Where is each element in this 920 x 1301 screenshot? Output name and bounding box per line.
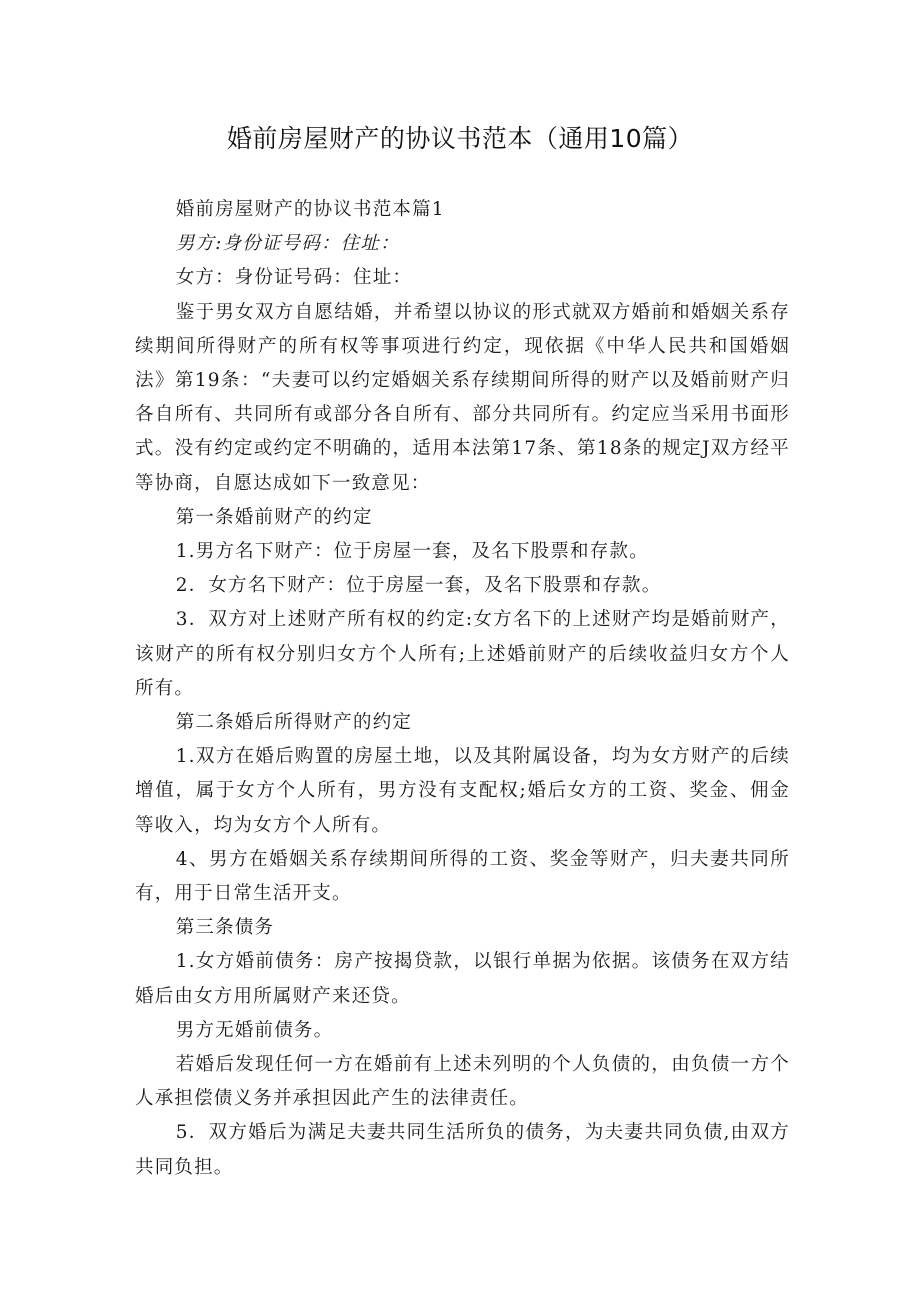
- article-heading: 第一条婚前财产的约定: [175, 506, 373, 528]
- clause-paragraph: 3．双方对上述财产所有权的约定:女方名下的上述财产均是婚前财产，该财产的所有权分别归女方个人所有;上述婚前财产的后续收益归女方个人所有。: [135, 609, 790, 699]
- preamble-paragraph: 鉴于男女双方自愿结婚，并希望以协议的形式就双方婚前和婚姻关系存续期间所得财产的所有权等事项进行约定，现依据《中华人民共和国婚姻法》第19条：“夫妻可以约定婚姻关系存续期间所得的财产以及婚前财产归各自所有、共同所有或部分各自所有、部分共同所有。约定应当采用书面形式。没有约定或约定不明确的，适用本法第17条、第18条的规定J双方经平等协商，自愿达成如下一致意见：: [135, 301, 790, 494]
- page-title: 婚前房屋财产的协议书范本（通用10篇）: [226, 124, 694, 153]
- clause-paragraph: 1.双方在婚后购置的房屋土地，以及其附属设备，均为女方财产的后续增值，属于女方个人所有，男方没有支配权;婚后女方的工资、奖金、佣金等收入，均为女方个人所有。: [135, 746, 790, 836]
- clause-paragraph: 1.男方名下财产：位于房屋一套，及名下股票和存款。: [175, 541, 649, 563]
- section-heading: 婚前房屋财产的协议书范本篇1: [175, 199, 445, 220]
- clause-paragraph: 男方无婚前债务。: [175, 1019, 334, 1041]
- document-body: [135, 193, 790, 1185]
- clause-paragraph: 1.女方婚前债务：房产按揭贷款，以银行单据为依据。该债务在双方结婚后由女方用所属财产来还贷。: [135, 951, 790, 1007]
- party-male-line: 男方:身份证号码：住址：: [175, 233, 400, 255]
- clause-paragraph: 若婚后发现任何一方在婚前有上述未列明的个人负债的，由负债一方个人承担偿债义务并承担因此产生的法律责任。: [135, 1054, 790, 1110]
- article-heading: 第二条婚后所得财产的约定: [175, 712, 413, 734]
- clause-paragraph: 4、男方在婚姻关系存续期间所得的工资、奖金等财产，归夫妻共同所有，用于日常生活开支。: [135, 848, 790, 905]
- party-female-line: 女方：身份证号码：住址：: [175, 267, 413, 289]
- clause-paragraph: 2．女方名下财产：位于房屋一套，及名下股票和存款。: [175, 575, 662, 597]
- article-heading: 第三条债务: [175, 917, 275, 939]
- clause-paragraph: 5．双方婚后为满足夫妻共同生活所负的债务，为夫妻共同负债,由双方共同负担。: [135, 1122, 790, 1178]
